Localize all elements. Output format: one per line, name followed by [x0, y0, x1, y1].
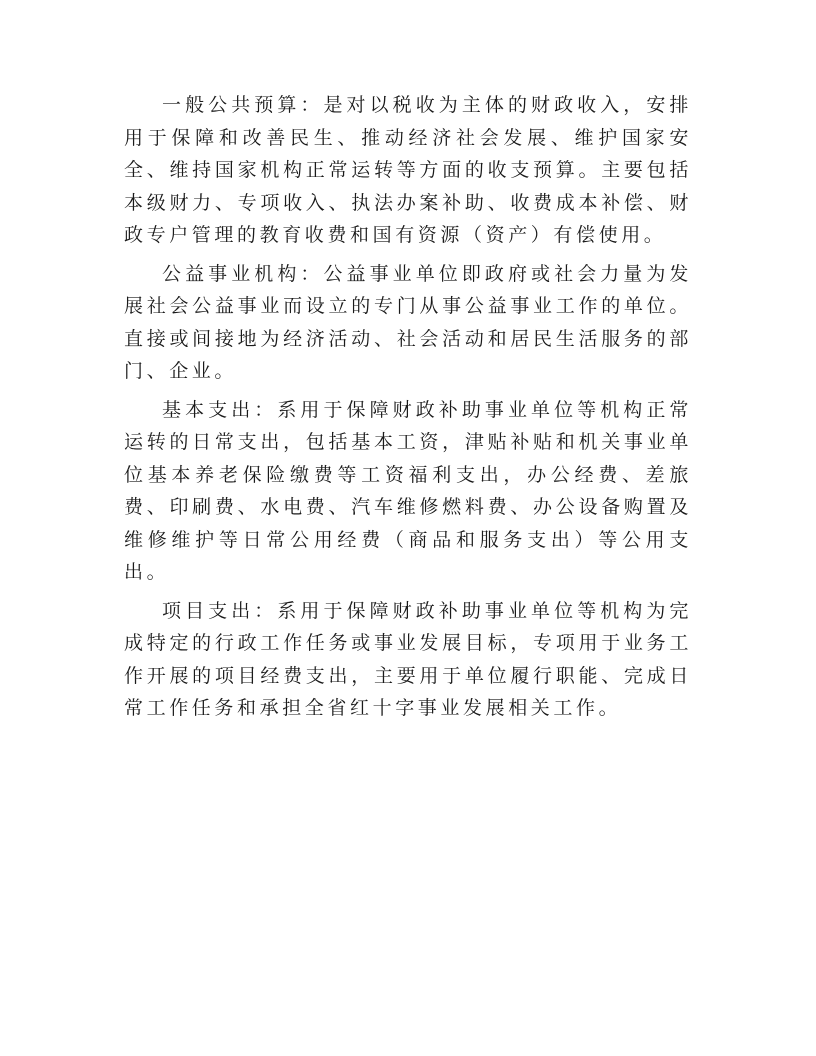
paragraph-project-expenditure: 项目支出：系用于保障财政补助事业单位等机构为完成特定的行政工作任务或事业发展目标，专项用于业务工作开展的项目经费支出，主要用于单位履行职能、完成日常工作任务和承担全省红十字事业发展相关工作。	[124, 599, 692, 719]
paragraph-general-public-budget: 一般公共预算：是对以税收为主体的财政收入，安排用于保障和改善民生、推动经济社会发展、维护国家安全、维持国家机构正常运转等方面的收支预算。主要包括本级财力、专项收入、执法办案补助、收费成本补偿、财政专户管理的教育收费和国有资源（资产）有偿使用。	[124, 94, 692, 246]
paragraph-public-welfare-institution: 公益事业机构：公益事业单位即政府或社会力量为发展社会公益事业而设立的专门从事公益事业工作的单位。直接或间接地为经济活动、社会活动和居民生活服务的部门、企业。	[124, 262, 692, 382]
paragraph-basic-expenditure: 基本支出：系用于保障财政补助事业单位等机构正常运转的日常支出，包括基本工资，津贴补贴和机关事业单位基本养老保险缴费等工资福利支出，办公经费、差旅费、印刷费、水电费、汽车维修燃料费、办公设备购置及维修维护等日常公用经费（商品和服务支出）等公用支出。	[124, 398, 692, 583]
